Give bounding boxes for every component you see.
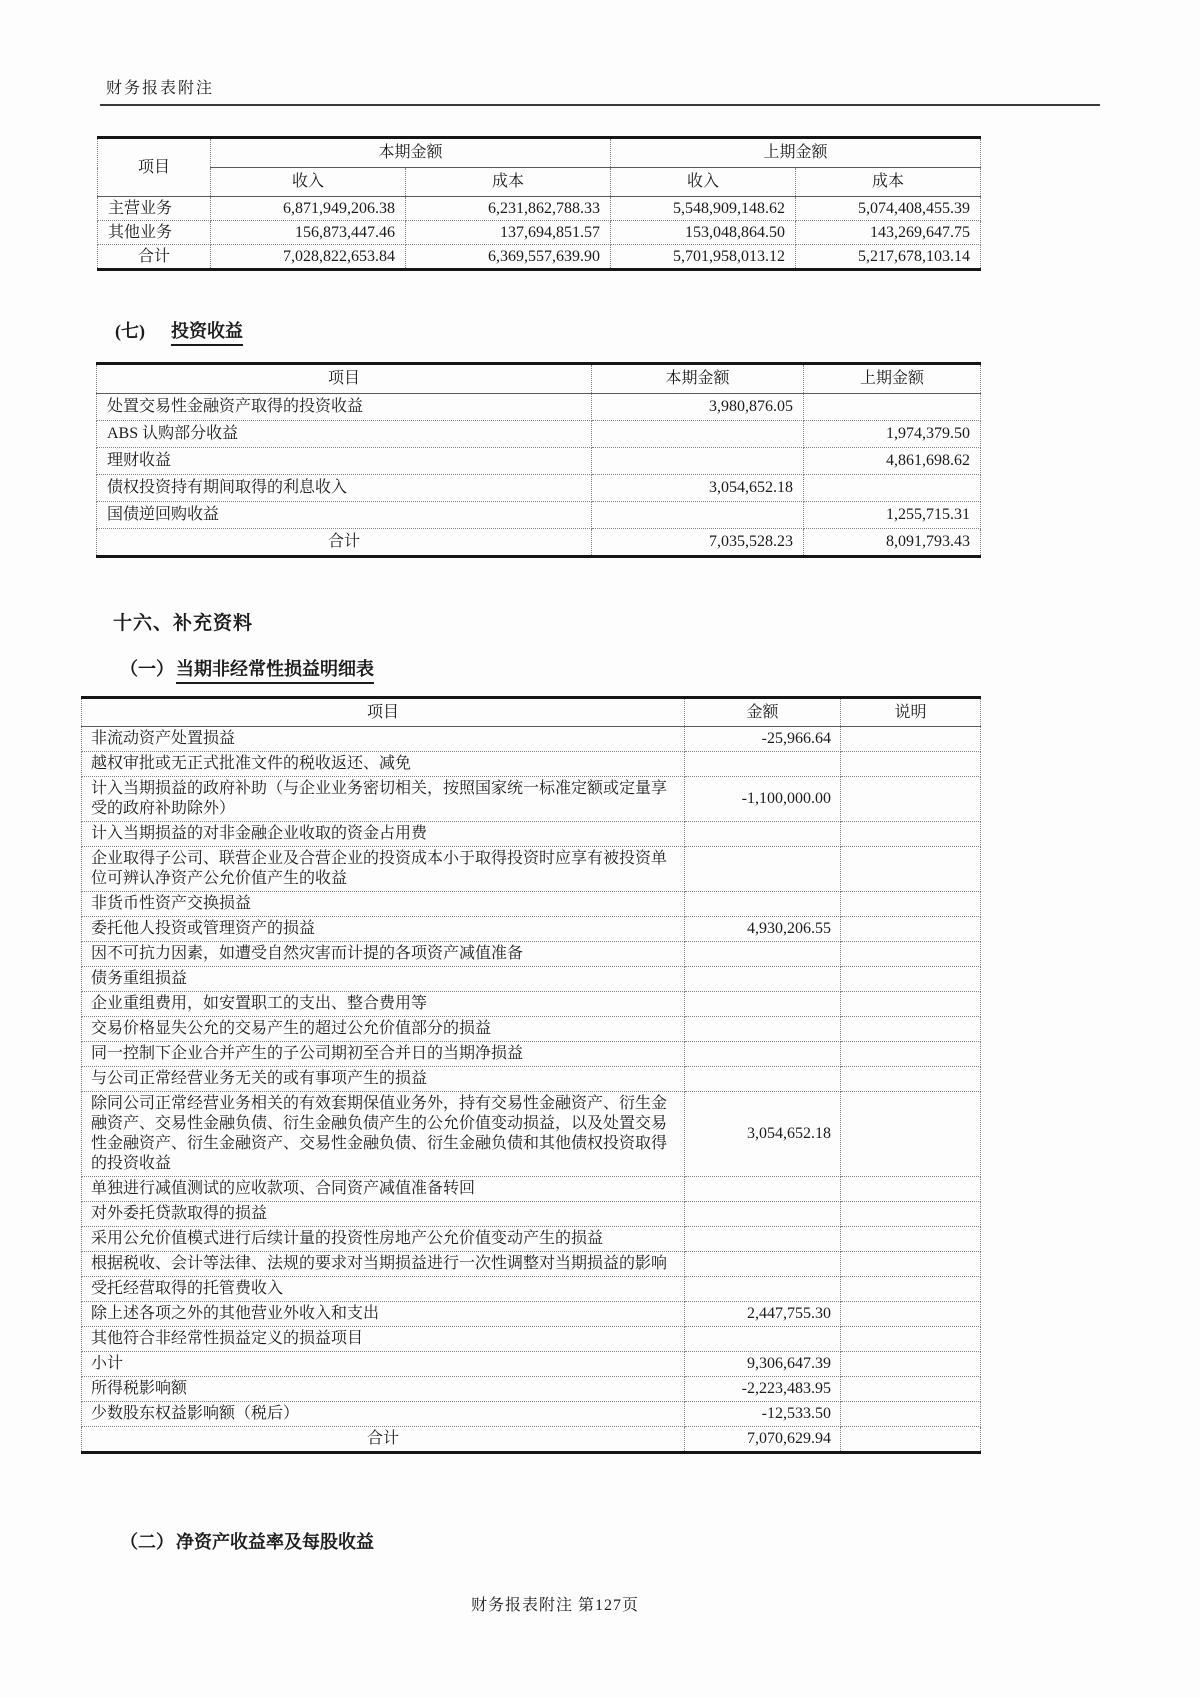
prior-amount-cell: 1,974,379.50 (804, 421, 981, 448)
item-cell: 除同公司正常经营业务相关的有效套期保值业务外，持有交易性金融资产、衍生金融资产、交易性金融负债、衍生金融负债产生的公允价值变动损益，以及处置交易性金融资产、衍生金融资产、交易性金融负债、衍生金融负债和其他债权投资取得的投资收益 (82, 1092, 685, 1177)
column-header-cost: 成本 (406, 168, 611, 197)
table-row (97, 448, 981, 475)
table-row (97, 502, 981, 529)
column-header-prior: 上期金额 (611, 138, 981, 168)
current-income-cell: 7,028,822,653.84 (211, 245, 406, 270)
amount-cell: -2,223,483.95 (685, 1377, 841, 1402)
subsection-number: （二） (120, 1532, 174, 1552)
current-amount-cell: 3,980,876.05 (592, 394, 804, 421)
amount-cell (685, 752, 841, 777)
note-cell (841, 1352, 981, 1377)
table-row (82, 1302, 981, 1327)
table-row (82, 847, 981, 892)
prior-amount-cell: 8,091,793.43 (804, 529, 981, 557)
subsection-1-heading (120, 655, 1200, 684)
section-title: 投资收益 (171, 317, 243, 346)
prior-cost-cell: 5,074,408,455.39 (796, 197, 981, 221)
subsection-2-heading (120, 1528, 1200, 1554)
column-header-amount: 金额 (685, 698, 841, 727)
column-header-prior: 上期金额 (804, 364, 981, 394)
item-cell: 小计 (82, 1352, 685, 1377)
amount-cell: 4,930,206.55 (685, 917, 841, 942)
table-row (82, 752, 981, 777)
item-cell: 非货币性资产交换损益 (82, 892, 685, 917)
amount-cell (685, 1327, 841, 1352)
note-cell (841, 1402, 981, 1427)
subsection-number: （一） (120, 659, 174, 679)
table-row (82, 822, 981, 847)
table-row (82, 1427, 981, 1453)
table-row (82, 727, 981, 752)
subsection-title: 净资产收益率及每股收益 (176, 1532, 374, 1552)
current-income-cell: 6,871,949,206.38 (211, 197, 406, 221)
table-row (82, 1042, 981, 1067)
note-cell (841, 1177, 981, 1202)
table-row (98, 197, 981, 221)
header-row (98, 168, 981, 197)
prior-amount-cell (804, 475, 981, 502)
note-cell (841, 1227, 981, 1252)
item-cell: ABS 认购部分收益 (97, 421, 592, 448)
prior-cost-cell: 5,217,678,103.14 (796, 245, 981, 270)
current-cost-cell: 6,231,862,788.33 (406, 197, 611, 221)
page-header-title: 财务报表附注 (106, 80, 215, 97)
note-cell (841, 1017, 981, 1042)
item-cell: 除上述各项之外的其他营业外收入和支出 (82, 1302, 685, 1327)
prior-amount-cell: 4,861,698.62 (804, 448, 981, 475)
item-cell: 所得税影响额 (82, 1377, 685, 1402)
note-cell (841, 822, 981, 847)
item-cell: 根据税收、会计等法律、法规的要求对当期损益进行一次性调整对当期损益的影响 (82, 1252, 685, 1277)
item-cell: 债权投资持有期间取得的利息收入 (97, 475, 592, 502)
column-header-current: 本期金额 (211, 138, 611, 168)
amount-cell (685, 847, 841, 892)
note-cell (841, 992, 981, 1017)
prior-income-cell: 5,548,909,148.62 (611, 197, 796, 221)
non-recurring-items-table (81, 696, 981, 1454)
table-row (82, 967, 981, 992)
current-cost-cell: 6,369,557,639.90 (406, 245, 611, 270)
amount-cell: 7,070,629.94 (685, 1427, 841, 1453)
table-row (82, 1067, 981, 1092)
amount-cell: -25,966.64 (685, 727, 841, 752)
item-cell: 单独进行减值测试的应收款项、合同资产减值准备转回 (82, 1177, 685, 1202)
note-cell (841, 777, 981, 822)
note-cell (841, 892, 981, 917)
table-row (82, 1227, 981, 1252)
note-cell (841, 1327, 981, 1352)
table-row (82, 1327, 981, 1352)
note-cell (841, 1427, 981, 1453)
table-row (82, 1092, 981, 1177)
amount-cell: -12,533.50 (685, 1402, 841, 1427)
item-cell: 采用公允价值模式进行后续计量的投资性房地产公允价值变动产生的损益 (82, 1227, 685, 1252)
amount-cell (685, 1252, 841, 1277)
table-row (82, 1252, 981, 1277)
item-cell: 计入当期损益的政府补助（与企业业务密切相关，按照国家统一标准定额或定量享受的政府补助除外） (82, 777, 685, 822)
current-amount-cell (592, 448, 804, 475)
item-cell: 理财收益 (97, 448, 592, 475)
item-cell: 同一控制下企业合并产生的子公司期初至合并日的当期净损益 (82, 1042, 685, 1067)
column-header-current: 本期金额 (592, 364, 804, 394)
current-amount-cell (592, 502, 804, 529)
table-row (97, 529, 981, 557)
amount-cell (685, 967, 841, 992)
prior-income-cell: 5,701,958,013.12 (611, 245, 796, 270)
column-header-item: 项目 (98, 138, 211, 197)
column-header-income: 收入 (211, 168, 406, 197)
amount-cell: 3,054,652.18 (685, 1092, 841, 1177)
table-row (82, 1177, 981, 1202)
section-number: (七) (115, 321, 145, 341)
page-footer: 财务报表附注 第127页 (470, 1597, 639, 1614)
column-header-note: 说明 (841, 698, 981, 727)
table-row (82, 1402, 981, 1427)
amount-cell: 2,447,755.30 (685, 1302, 841, 1327)
current-income-cell: 156,873,447.46 (211, 221, 406, 245)
section-7-heading (115, 317, 1200, 346)
item-cell: 合计 (97, 529, 592, 557)
item-cell: 受托经营取得的托管费收入 (82, 1277, 685, 1302)
table-row (82, 1277, 981, 1302)
table-row (82, 892, 981, 917)
item-cell: 对外委托贷款取得的损益 (82, 1202, 685, 1227)
table-row (97, 475, 981, 502)
item-cell: 企业重组费用，如安置职工的支出、整合费用等 (82, 992, 685, 1017)
header-row (97, 364, 981, 394)
item-cell: 企业取得子公司、联营企业及合营企业的投资成本小于取得投资时应享有被投资单位可辨认净资产公允价值产生的收益 (82, 847, 685, 892)
prior-cost-cell: 143,269,647.75 (796, 221, 981, 245)
column-header-cost: 成本 (796, 168, 981, 197)
current-cost-cell: 137,694,851.57 (406, 221, 611, 245)
column-header-item: 项目 (97, 364, 592, 394)
table-row (82, 942, 981, 967)
table-row (97, 421, 981, 448)
note-cell (841, 727, 981, 752)
note-cell (841, 1042, 981, 1067)
prior-income-cell: 153,048,864.50 (611, 221, 796, 245)
item-cell: 合计 (82, 1427, 685, 1453)
item-cell: 因不可抗力因素，如遭受自然灾害而计提的各项资产减值准备 (82, 942, 685, 967)
item-cell: 债务重组损益 (82, 967, 685, 992)
column-header-income: 收入 (611, 168, 796, 197)
amount-cell: -1,100,000.00 (685, 777, 841, 822)
table-row (82, 1352, 981, 1377)
item-cell: 少数股东权益影响额（税后） (82, 1402, 685, 1427)
note-cell (841, 1252, 981, 1277)
page-header (100, 75, 1100, 106)
table-row (97, 394, 981, 421)
table-row (82, 917, 981, 942)
item-cell: 委托他人投资或管理资产的损益 (82, 917, 685, 942)
note-cell (841, 1377, 981, 1402)
item-cell: 合计 (98, 245, 211, 270)
table-row (82, 1377, 981, 1402)
note-cell (841, 847, 981, 892)
investment-income-table (96, 362, 981, 558)
amount-cell (685, 1202, 841, 1227)
subsection-title: 当期非经常性损益明细表 (176, 655, 374, 684)
note-cell (841, 917, 981, 942)
header-row (82, 698, 981, 727)
note-cell (841, 1092, 981, 1177)
prior-amount-cell (804, 394, 981, 421)
current-amount-cell: 7,035,528.23 (592, 529, 804, 557)
item-cell: 其他符合非经常性损益定义的损益项目 (82, 1327, 685, 1352)
note-cell (841, 1067, 981, 1092)
table-row (82, 777, 981, 822)
item-cell: 主营业务 (98, 197, 211, 221)
amount-cell (685, 1067, 841, 1092)
amount-cell (685, 1017, 841, 1042)
amount-cell (685, 1277, 841, 1302)
amount-cell: 9,306,647.39 (685, 1352, 841, 1377)
amount-cell (685, 822, 841, 847)
amount-cell (685, 1227, 841, 1252)
amount-cell (685, 942, 841, 967)
item-cell: 处置交易性金融资产取得的投资收益 (97, 394, 592, 421)
item-cell: 非流动资产处置损益 (82, 727, 685, 752)
current-amount-cell: 3,054,652.18 (592, 475, 804, 502)
item-cell: 国债逆回购收益 (97, 502, 592, 529)
note-cell (841, 752, 981, 777)
item-cell: 计入当期损益的对非金融企业收取的资金占用费 (82, 822, 685, 847)
amount-cell (685, 892, 841, 917)
amount-cell (685, 1177, 841, 1202)
note-cell (841, 1277, 981, 1302)
item-cell: 与公司正常经营业务无关的或有事项产生的损益 (82, 1067, 685, 1092)
amount-cell (685, 992, 841, 1017)
item-cell: 越权审批或无正式批准文件的税收返还、减免 (82, 752, 685, 777)
table-row (82, 1017, 981, 1042)
header-row (98, 138, 981, 168)
note-cell (841, 1202, 981, 1227)
table-row (82, 1202, 981, 1227)
table-row (98, 245, 981, 270)
item-cell: 交易价格显失公允的交易产生的超过公允价值部分的损益 (82, 1017, 685, 1042)
note-cell (841, 967, 981, 992)
prior-amount-cell: 1,255,715.31 (804, 502, 981, 529)
table-row (98, 221, 981, 245)
column-header-item: 项目 (82, 698, 685, 727)
table-row (82, 992, 981, 1017)
note-cell (841, 942, 981, 967)
business-revenue-cost-table (97, 136, 981, 271)
section-16-heading: 十六、补充资料 (113, 613, 254, 634)
item-cell: 其他业务 (98, 221, 211, 245)
current-amount-cell (592, 421, 804, 448)
note-cell (841, 1302, 981, 1327)
amount-cell (685, 1042, 841, 1067)
